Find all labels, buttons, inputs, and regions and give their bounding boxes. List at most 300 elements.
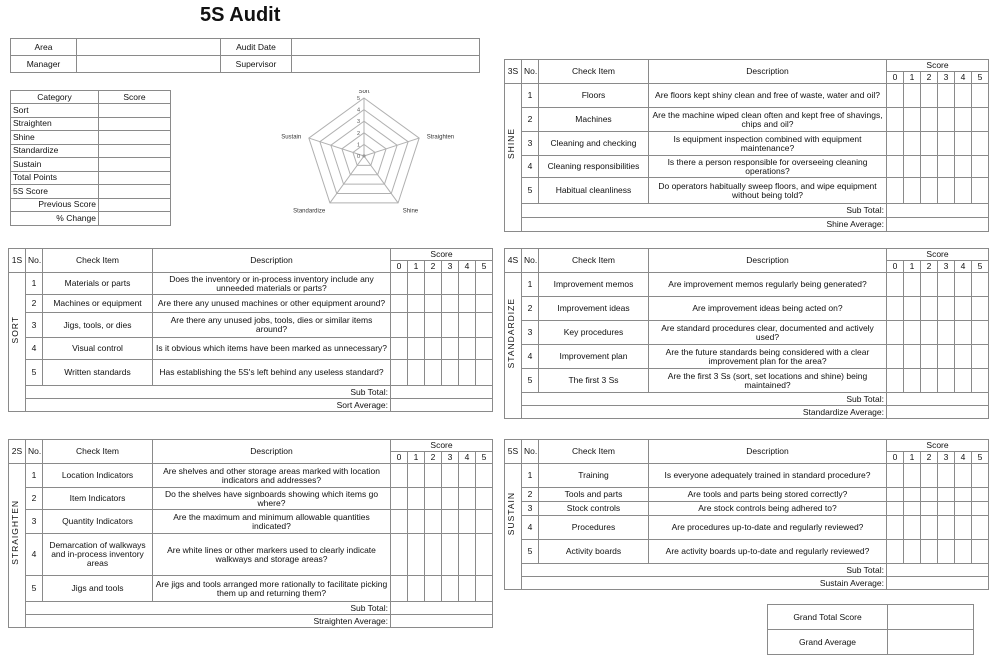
check-item: Jigs and tools <box>43 576 153 602</box>
score-column-header: 2 <box>425 452 442 464</box>
score-cell[interactable] <box>442 273 459 295</box>
score-cell[interactable] <box>408 313 425 338</box>
check-item: Demarcation of walkways and in-process inventory areas <box>43 534 153 576</box>
score-cell[interactable] <box>921 321 938 345</box>
score-cell[interactable] <box>442 338 459 360</box>
average-label: Shine Average: <box>522 218 887 232</box>
table-row <box>505 297 989 321</box>
no-header: No. <box>522 440 539 464</box>
score-cell[interactable] <box>972 108 989 132</box>
radar-axis-label: Sort <box>358 90 370 95</box>
score-cell[interactable] <box>921 345 938 369</box>
check-item: Jigs, tools, or dies <box>43 313 153 338</box>
score-column-header: 4 <box>955 261 972 273</box>
score-cell[interactable] <box>887 345 904 369</box>
check-item: Item Indicators <box>43 488 153 510</box>
table-row <box>505 345 989 369</box>
score-cell[interactable] <box>442 576 459 602</box>
score-cell[interactable] <box>476 295 493 313</box>
score-cell[interactable] <box>972 321 989 345</box>
table-row <box>9 338 493 360</box>
description: Are improvement memos regularly being generated? <box>649 273 887 297</box>
score-cell[interactable] <box>904 321 921 345</box>
score-cell[interactable] <box>938 297 955 321</box>
score-cell[interactable] <box>972 502 989 516</box>
score-cell[interactable] <box>972 84 989 108</box>
score-cell[interactable] <box>887 108 904 132</box>
area-label: Area <box>11 39 77 56</box>
score-column-header: 5 <box>972 452 989 464</box>
score-cell[interactable] <box>887 321 904 345</box>
score-cell[interactable] <box>972 178 989 204</box>
score-cell[interactable] <box>408 295 425 313</box>
no-header: No. <box>26 440 43 464</box>
item-number: 2 <box>26 488 43 510</box>
score-cell[interactable] <box>408 488 425 510</box>
score-cell[interactable] <box>938 345 955 369</box>
radar-point <box>363 155 366 158</box>
score-cell[interactable] <box>921 108 938 132</box>
score-cell[interactable] <box>391 338 408 360</box>
average-cell[interactable] <box>391 399 493 412</box>
item-number: 2 <box>522 108 539 132</box>
score-cell[interactable] <box>938 464 955 488</box>
grand-average-cell[interactable] <box>888 630 974 655</box>
check-item: The first 3 Ss <box>539 369 649 393</box>
radar-axis-label: Standardize <box>293 208 326 215</box>
score-cell[interactable] <box>955 297 972 321</box>
sort-table <box>8 248 493 412</box>
score-cell[interactable] <box>955 369 972 393</box>
item-number: 3 <box>26 313 43 338</box>
radar-tick-label: 0 <box>356 154 360 160</box>
score-column-header: 4 <box>459 261 476 273</box>
score-cell[interactable] <box>955 321 972 345</box>
score-cell[interactable] <box>955 273 972 297</box>
score-cell[interactable] <box>955 132 972 156</box>
score-cell[interactable] <box>955 488 972 502</box>
score-cell[interactable] <box>921 84 938 108</box>
score-cell[interactable] <box>887 178 904 204</box>
score-column-header: 5 <box>972 261 989 273</box>
score-cell[interactable] <box>938 156 955 178</box>
average-label: Straighten Average: <box>26 615 391 628</box>
description: Are the future standards being considered with a clear improvement plan for the area? <box>649 345 887 369</box>
table-row <box>9 576 493 602</box>
score-cell[interactable] <box>442 295 459 313</box>
check-item: Cleaning and checking <box>539 132 649 156</box>
score-cell[interactable] <box>425 313 442 338</box>
score-cell[interactable] <box>391 313 408 338</box>
sustain-table <box>504 439 989 590</box>
score-cell[interactable] <box>921 369 938 393</box>
score-cell[interactable] <box>476 534 493 576</box>
score-cell[interactable] <box>938 178 955 204</box>
score-cell[interactable] <box>887 502 904 516</box>
summary-row-label: Sustain <box>11 158 99 172</box>
score-cell[interactable] <box>887 516 904 540</box>
score-cell[interactable] <box>938 369 955 393</box>
score-cell[interactable] <box>459 273 476 295</box>
check-item: Machines <box>539 108 649 132</box>
score-cell[interactable] <box>972 297 989 321</box>
description: Are the machine wiped clean often and kept free of shavings, chips and oil? <box>649 108 887 132</box>
score-cell[interactable] <box>904 369 921 393</box>
average-cell[interactable] <box>887 218 989 232</box>
score-cell[interactable] <box>391 464 408 488</box>
score-cell[interactable] <box>476 510 493 534</box>
score-column-header: 2 <box>921 261 938 273</box>
score-cell[interactable] <box>921 132 938 156</box>
item-number: 5 <box>522 178 539 204</box>
score-cell[interactable] <box>938 84 955 108</box>
previous-score-label: Previous Score <box>11 198 99 212</box>
score-cell[interactable] <box>476 313 493 338</box>
score-cell[interactable] <box>904 84 921 108</box>
score-cell[interactable] <box>442 360 459 386</box>
score-cell[interactable] <box>938 108 955 132</box>
score-cell[interactable] <box>425 295 442 313</box>
score-cell[interactable] <box>887 488 904 502</box>
item-number: 4 <box>522 345 539 369</box>
score-cell[interactable] <box>391 576 408 602</box>
score-cell[interactable] <box>921 502 938 516</box>
summary-row-label: Total Points <box>11 171 99 185</box>
section-code: 3S <box>505 60 522 84</box>
area-field[interactable] <box>77 39 221 56</box>
summary-row-label: Standardize <box>11 144 99 158</box>
score-cell[interactable] <box>938 488 955 502</box>
score-column-header: 5 <box>476 261 493 273</box>
description: Are the maximum and minimum allowable quantities indicated? <box>153 510 391 534</box>
check-item: Improvement memos <box>539 273 649 297</box>
score-cell[interactable] <box>955 108 972 132</box>
score-cell[interactable] <box>904 488 921 502</box>
radar-tick-label: 1 <box>356 142 360 149</box>
score-cell[interactable] <box>955 540 972 564</box>
score-cell[interactable] <box>972 156 989 178</box>
previous-score-cell[interactable] <box>99 198 171 212</box>
score-header: Score <box>887 249 989 261</box>
description: Has establishing the 5S's left behind any useless standard? <box>153 360 391 386</box>
score-column-header: 5 <box>972 72 989 84</box>
check-item: Floors <box>539 84 649 108</box>
score-cell[interactable] <box>904 273 921 297</box>
no-header: No. <box>522 249 539 273</box>
score-cell[interactable] <box>955 464 972 488</box>
score-cell[interactable] <box>391 360 408 386</box>
score-cell[interactable] <box>938 540 955 564</box>
score-cell[interactable] <box>476 576 493 602</box>
score-cell[interactable] <box>904 345 921 369</box>
item-number: 4 <box>522 516 539 540</box>
score-cell[interactable] <box>921 464 938 488</box>
score-cell[interactable] <box>972 369 989 393</box>
score-cell[interactable] <box>921 297 938 321</box>
score-cell[interactable] <box>904 178 921 204</box>
supervisor-field[interactable] <box>292 56 480 73</box>
score-cell[interactable] <box>408 576 425 602</box>
description: Is there a person responsible for overseeing cleaning operations? <box>649 156 887 178</box>
radar-tick-label: 4 <box>356 107 360 114</box>
score-cell[interactable] <box>955 84 972 108</box>
score-cell[interactable] <box>442 313 459 338</box>
score-header: Score <box>99 91 171 104</box>
radar-tick-label: 3 <box>356 119 360 126</box>
score-cell[interactable] <box>391 534 408 576</box>
audit-date-label: Audit Date <box>221 39 292 56</box>
description: Are the first 3 Ss (sort, set locations and shine) being maintained? <box>649 369 887 393</box>
item-number: 4 <box>26 534 43 576</box>
score-cell[interactable] <box>425 488 442 510</box>
subtotal-label: Sub Total: <box>522 204 887 218</box>
score-cell[interactable] <box>408 360 425 386</box>
table-row <box>9 295 493 313</box>
check-item: Procedures <box>539 516 649 540</box>
average-cell[interactable] <box>391 615 493 628</box>
score-cell[interactable] <box>887 273 904 297</box>
score-cell[interactable] <box>955 178 972 204</box>
score-cell[interactable] <box>972 273 989 297</box>
check-item: Location Indicators <box>43 464 153 488</box>
score-cell[interactable] <box>887 132 904 156</box>
check-item-header: Check Item <box>539 249 649 273</box>
score-cell[interactable] <box>955 156 972 178</box>
score-cell[interactable] <box>442 488 459 510</box>
score-cell[interactable] <box>887 464 904 488</box>
description: Are floors kept shiny clean and free of waste, water and oil? <box>649 84 887 108</box>
score-cell[interactable] <box>459 488 476 510</box>
page-title: 5S Audit <box>200 4 281 26</box>
section-side-blank <box>505 204 522 218</box>
score-cell[interactable] <box>408 464 425 488</box>
score-cell[interactable] <box>887 156 904 178</box>
summary-score-cell[interactable] <box>99 158 171 172</box>
table-row <box>505 369 989 393</box>
summary-score-cell[interactable] <box>99 104 171 118</box>
section-vertical-text: STANDARDIZE <box>506 297 516 368</box>
score-column-header: 0 <box>391 452 408 464</box>
score-cell[interactable] <box>887 369 904 393</box>
standardize-table <box>504 248 989 419</box>
score-cell[interactable] <box>425 338 442 360</box>
description-header: Description <box>649 249 887 273</box>
score-column-header: 3 <box>938 452 955 464</box>
description: Are jigs and tools arranged more rationally to facilitate picking them up and returning them? <box>153 576 391 602</box>
score-cell[interactable] <box>904 108 921 132</box>
score-column-header: 3 <box>938 261 955 273</box>
score-cell[interactable] <box>476 273 493 295</box>
score-cell[interactable] <box>955 516 972 540</box>
radar-axis-label: Shine <box>402 208 419 215</box>
score-cell[interactable] <box>459 338 476 360</box>
score-cell[interactable] <box>425 464 442 488</box>
summary-score-cell[interactable] <box>99 144 171 158</box>
check-item: Improvement ideas <box>539 297 649 321</box>
subtotal-cell[interactable] <box>391 602 493 615</box>
score-column-header: 1 <box>408 261 425 273</box>
score-cell[interactable] <box>476 488 493 510</box>
score-cell[interactable] <box>425 534 442 576</box>
grand-total-cell[interactable] <box>888 605 974 630</box>
check-item-header: Check Item <box>43 440 153 464</box>
check-item: Quantity Indicators <box>43 510 153 534</box>
score-cell[interactable] <box>425 576 442 602</box>
score-cell[interactable] <box>972 488 989 502</box>
table-row <box>505 132 989 156</box>
score-cell[interactable] <box>938 516 955 540</box>
item-number: 1 <box>522 273 539 297</box>
score-cell[interactable] <box>459 510 476 534</box>
score-column-header: 1 <box>408 452 425 464</box>
item-number: 3 <box>522 321 539 345</box>
score-cell[interactable] <box>972 132 989 156</box>
score-cell[interactable] <box>442 534 459 576</box>
description-header: Description <box>153 249 391 273</box>
radar-chart <box>275 90 475 215</box>
subtotal-label: Sub Total: <box>522 564 887 577</box>
score-cell[interactable] <box>459 313 476 338</box>
score-cell[interactable] <box>391 488 408 510</box>
audit-date-field[interactable] <box>292 39 480 56</box>
section-vertical-label <box>505 464 522 564</box>
score-cell[interactable] <box>459 464 476 488</box>
description: Are activity boards up-to-date and regularly reviewed? <box>649 540 887 564</box>
score-cell[interactable] <box>408 273 425 295</box>
summary-row-label: 5S Score <box>11 185 99 199</box>
score-column-header: 3 <box>442 261 459 273</box>
score-cell[interactable] <box>442 510 459 534</box>
item-number: 1 <box>26 273 43 295</box>
description: Is equipment inspection combined with equipment maintenance? <box>649 132 887 156</box>
score-cell[interactable] <box>459 534 476 576</box>
score-cell[interactable] <box>904 540 921 564</box>
score-cell[interactable] <box>391 273 408 295</box>
score-cell[interactable] <box>904 516 921 540</box>
score-column-header: 1 <box>904 72 921 84</box>
score-cell[interactable] <box>476 464 493 488</box>
check-item: Cleaning responsibilities <box>539 156 649 178</box>
section-side-blank <box>505 577 522 590</box>
score-cell[interactable] <box>887 540 904 564</box>
summary-score-cell[interactable] <box>99 171 171 185</box>
summary-score-cell[interactable] <box>99 185 171 199</box>
subtotal-label: Sub Total: <box>26 602 391 615</box>
score-cell[interactable] <box>391 510 408 534</box>
table-row <box>505 540 989 564</box>
item-number: 3 <box>26 510 43 534</box>
score-cell[interactable] <box>921 156 938 178</box>
score-cell[interactable] <box>459 360 476 386</box>
score-cell[interactable] <box>904 156 921 178</box>
score-cell[interactable] <box>938 132 955 156</box>
section-vertical-text: SHINE <box>506 128 516 160</box>
score-cell[interactable] <box>476 338 493 360</box>
score-cell[interactable] <box>955 502 972 516</box>
subtotal-cell[interactable] <box>887 393 989 406</box>
score-cell[interactable] <box>938 321 955 345</box>
description: Do operators habitually sweep floors, and wipe equipment without being told? <box>649 178 887 204</box>
manager-field[interactable] <box>77 56 221 73</box>
score-cell[interactable] <box>972 540 989 564</box>
summary-score-cell[interactable] <box>99 117 171 131</box>
score-cell[interactable] <box>459 576 476 602</box>
score-cell[interactable] <box>887 84 904 108</box>
score-cell[interactable] <box>904 502 921 516</box>
description: Are shelves and other storage areas marked with location indicators and addresses? <box>153 464 391 488</box>
score-cell[interactable] <box>408 534 425 576</box>
subtotal-cell[interactable] <box>887 564 989 577</box>
score-cell[interactable] <box>887 297 904 321</box>
score-cell[interactable] <box>459 295 476 313</box>
table-row <box>505 502 989 516</box>
section-vertical-text: SORT <box>10 315 20 343</box>
score-cell[interactable] <box>921 488 938 502</box>
score-cell[interactable] <box>972 516 989 540</box>
section-code: 5S <box>505 440 522 464</box>
summary-score-cell[interactable] <box>99 131 171 145</box>
subtotal-cell[interactable] <box>391 386 493 399</box>
score-cell[interactable] <box>425 360 442 386</box>
table-row <box>9 534 493 576</box>
score-cell[interactable] <box>425 273 442 295</box>
average-cell[interactable] <box>887 406 989 419</box>
subtotal-cell[interactable] <box>887 204 989 218</box>
item-number: 2 <box>522 297 539 321</box>
grand-total-label: Grand Total Score <box>768 605 888 630</box>
section-vertical-label <box>9 464 26 602</box>
score-cell[interactable] <box>938 502 955 516</box>
score-cell[interactable] <box>904 297 921 321</box>
description: Is everyone adequately trained in standard procedure? <box>649 464 887 488</box>
straighten-table <box>8 439 493 628</box>
score-cell[interactable] <box>408 338 425 360</box>
check-item: Written standards <box>43 360 153 386</box>
check-item: Materials or parts <box>43 273 153 295</box>
score-column-header: 4 <box>955 72 972 84</box>
score-column-header: 4 <box>459 452 476 464</box>
section-code: 2S <box>9 440 26 464</box>
check-item: Stock controls <box>539 502 649 516</box>
pct-change-cell[interactable] <box>99 212 171 226</box>
score-cell[interactable] <box>442 464 459 488</box>
section-side-blank <box>505 218 522 232</box>
score-column-header: 3 <box>938 72 955 84</box>
score-cell[interactable] <box>972 464 989 488</box>
table-row <box>505 178 989 204</box>
check-item: Tools and parts <box>539 488 649 502</box>
radar-axis-label: Straighten <box>426 134 455 141</box>
description: Are stock controls being adhered to? <box>649 502 887 516</box>
score-cell[interactable] <box>921 178 938 204</box>
average-cell[interactable] <box>887 577 989 590</box>
score-cell[interactable] <box>921 273 938 297</box>
score-cell[interactable] <box>938 273 955 297</box>
average-label: Sort Average: <box>26 399 391 412</box>
score-cell[interactable] <box>921 540 938 564</box>
score-cell[interactable] <box>476 360 493 386</box>
score-cell[interactable] <box>408 510 425 534</box>
score-cell[interactable] <box>955 345 972 369</box>
score-cell[interactable] <box>391 295 408 313</box>
section-side-blank <box>505 564 522 577</box>
score-header: Score <box>391 249 493 261</box>
score-cell[interactable] <box>921 516 938 540</box>
score-cell[interactable] <box>425 510 442 534</box>
score-cell[interactable] <box>904 132 921 156</box>
score-cell[interactable] <box>904 464 921 488</box>
score-cell[interactable] <box>972 345 989 369</box>
